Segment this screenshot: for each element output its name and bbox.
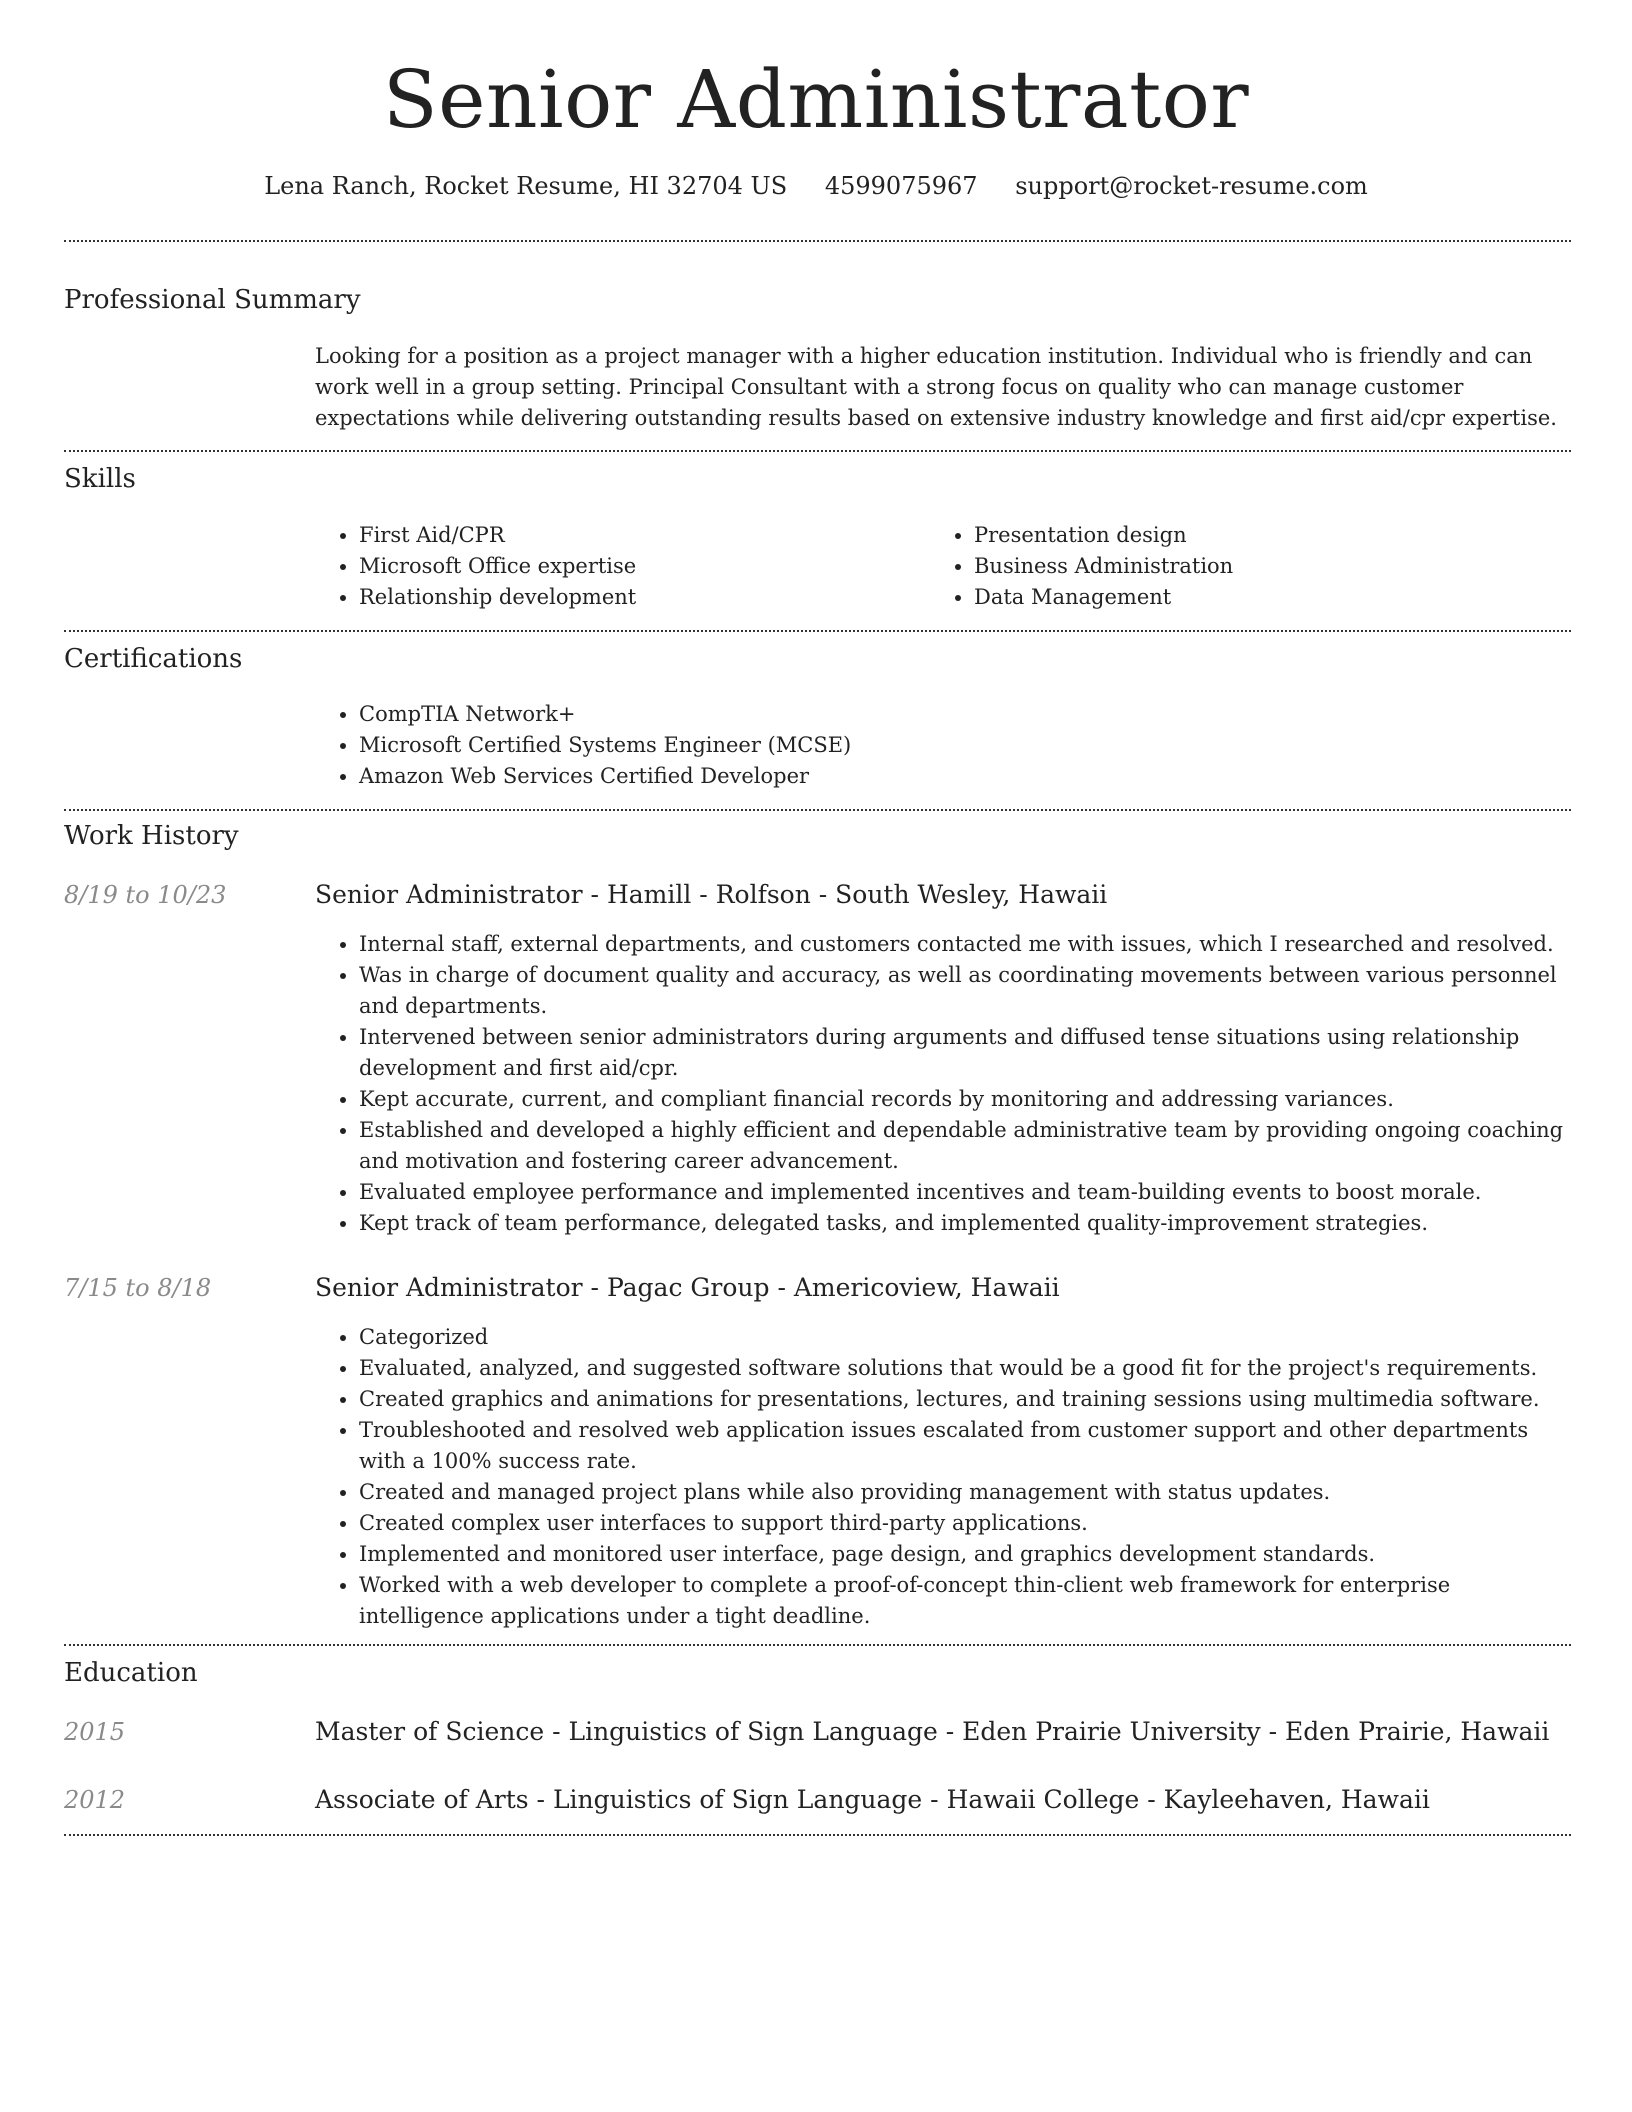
education-location: Kayleehaven, Hawaii [1163, 1785, 1430, 1814]
job-bullet: • Established and developed a highly efficient and dependable administrative team by providing ongoing coaching and motivation and fostering career advancement. [359, 1115, 1565, 1177]
certifications-list [315, 699, 1515, 792]
job-bullet: • Created and managed project plans while also providing management with status updates. [359, 1477, 1565, 1508]
job-bullet: • Kept accurate, current, and compliant financial records by monitoring and addressing variances. [359, 1084, 1565, 1115]
education-degree: Master of Science [315, 1717, 545, 1746]
section-divider [64, 450, 1571, 452]
job-bullet: • Troubleshooted and resolved web application issues escalated from customer support and other departments with a 100% success rate. [359, 1415, 1565, 1477]
job-title: Senior Administrator [315, 880, 583, 909]
job-bullet: • Worked with a web developer to complete a proof-of-concept thin-client web framework for enterprise intelligence applications under a tight deadline. [359, 1570, 1565, 1632]
education-school: Eden Prairie University [962, 1717, 1261, 1746]
job-bullet: • Internal staff, external departments, and customers contacted me with issues, which I researched and resolved. [359, 929, 1565, 960]
job-location: Americoview, Hawaii [793, 1273, 1060, 1302]
job-bullet: • Evaluated employee performance and implemented incentives and team-building events to boost morale. [359, 1177, 1565, 1208]
certification-item: • Microsoft Certified Systems Engineer (MCSE) [359, 730, 1515, 761]
job-heading: Senior Administrator - Pagac Group - Americoview, Hawaii [315, 1273, 1060, 1302]
job-dates: 8/19 to 10/23 [64, 881, 227, 909]
section-divider [64, 1644, 1571, 1646]
section-divider [64, 1834, 1571, 1836]
section-divider [64, 809, 1571, 811]
skills-left-column [315, 520, 915, 613]
job-bullet: • Evaluated, analyzed, and suggested software solutions that would be a good fit for the project's requirements. [359, 1353, 1565, 1384]
job-dates: 7/15 to 8/18 [64, 1274, 212, 1302]
skill-item: • Microsoft Office expertise [359, 551, 915, 582]
contact-email[interactable]: support@rocket-resume.com [1015, 172, 1368, 200]
job-title: Senior Administrator [315, 1273, 583, 1302]
skill-item: • Presentation design [974, 520, 1530, 551]
section-divider [64, 240, 1571, 242]
contact-phone[interactable]: 4599075967 [824, 172, 978, 200]
education-entry: Master of Science - Linguistics of Sign Language - Eden Prairie University - Eden Prairie, Hawaii [315, 1717, 1550, 1746]
work-history-heading: Work History [64, 821, 239, 851]
education-field: Linguistics of Sign Language [568, 1717, 938, 1746]
job-bullet: • Created complex user interfaces to support third-party applications. [359, 1508, 1565, 1539]
summary-heading: Professional Summary [64, 285, 361, 315]
job-bullet: • Implemented and monitored user interface, page design, and graphics development standards. [359, 1539, 1565, 1570]
job-bullet: • Was in charge of document quality and accuracy, as well as coordinating movements between various personnel and departments. [359, 960, 1565, 1022]
skill-item: • Relationship development [359, 582, 915, 613]
certifications-heading: Certifications [64, 644, 243, 674]
contact-line [0, 170, 1632, 202]
education-location: Eden Prairie, Hawaii [1284, 1717, 1550, 1746]
education-degree: Associate of Arts [315, 1785, 529, 1814]
skill-item: • Data Management [974, 582, 1530, 613]
job-bullet: • Categorized [359, 1322, 1565, 1353]
certification-item: • CompTIA Network+ [359, 699, 1515, 730]
summary-text: Looking for a position as a project manager with a higher education institution. Individual who is friendly and can work well in a group setting. Principal Consultant with a strong focus on quality who can manage customer expectations while delivering outstanding results based on extensive industry knowledge and first aid/cpr expertise. [315, 344, 1557, 430]
resume-title: Senior Administrator [382, 53, 1250, 146]
section-divider [64, 630, 1571, 632]
job-bullet: • Created graphics and animations for presentations, lectures, and training sessions using multimedia software. [359, 1384, 1565, 1415]
education-field: Linguistics of Sign Language [552, 1785, 923, 1814]
job-bullets [315, 929, 1565, 1239]
skills-right-column [930, 520, 1530, 613]
skill-item: • Business Administration [974, 551, 1530, 582]
job-heading: Senior Administrator - Hamill - Rolfson - South Wesley, Hawaii [315, 880, 1108, 909]
job-company: Pagac Group [606, 1273, 770, 1302]
education-heading: Education [64, 1658, 198, 1688]
education-school: Hawaii College [946, 1785, 1140, 1814]
job-location: South Wesley, Hawaii [835, 880, 1108, 909]
job-bullet: • Kept track of team performance, delegated tasks, and implemented quality-improvement strategies. [359, 1208, 1565, 1239]
skill-item: • First Aid/CPR [359, 520, 915, 551]
job-bullet: • Intervened between senior administrators during arguments and diffused tense situations using relationship development and first aid/cpr. [359, 1022, 1565, 1084]
job-bullets [315, 1322, 1565, 1632]
job-company: Hamill - Rolfson [606, 880, 811, 909]
contact-address: Lena Ranch, Rocket Resume, HI 32704 US [264, 172, 788, 200]
certification-item: • Amazon Web Services Certified Developer [359, 761, 1515, 792]
skills-heading: Skills [64, 464, 136, 494]
education-year: 2015 [64, 1718, 126, 1746]
education-entry: Associate of Arts - Linguistics of Sign Language - Hawaii College - Kayleehaven, Hawaii [315, 1785, 1430, 1814]
education-year: 2012 [64, 1786, 126, 1814]
